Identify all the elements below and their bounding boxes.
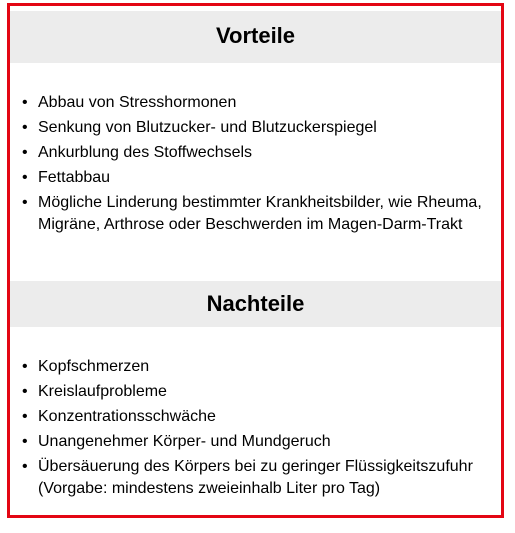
pros-item-text: Abbau von Stresshormonen [38, 94, 237, 111]
pros-heading: Vorteile [215, 23, 296, 48]
list-item [22, 92, 493, 114]
list-item [22, 431, 493, 453]
list-item [22, 356, 493, 378]
list-item [22, 192, 493, 235]
cons-item-text: Konzentrationsschwäche [38, 408, 216, 425]
bullet-icon: • [22, 358, 28, 375]
pros-item-text: Senkung von Blutzucker- und Blutzuckerspiegel [38, 119, 377, 136]
list-item [22, 142, 493, 164]
list-item [22, 117, 493, 139]
bullet-icon: • [22, 433, 28, 450]
bullet-icon: • [22, 194, 28, 211]
list-item [22, 406, 493, 428]
cons-item-text: Übersäuerung des Körpers bei zu geringer Flüssigkeitszufuhr (Vorgabe: mindestens zweieinhalb Liter pro Tag) [38, 458, 473, 497]
list-item [22, 456, 493, 499]
bullet-icon: • [22, 458, 28, 475]
list-item [22, 167, 493, 189]
pros-header [10, 11, 501, 63]
cons-item-text: Kreislaufprobleme [38, 383, 167, 400]
cons-heading: Nachteile [206, 291, 305, 316]
pros-list [22, 92, 493, 239]
pros-item-text: Fettabbau [38, 169, 111, 186]
cons-item-text: Unangenehmer Körper- und Mundgeruch [38, 433, 331, 450]
pros-cons-box [7, 3, 504, 518]
cons-item-text: Kopfschmerzen [38, 358, 150, 375]
cons-header [10, 281, 501, 327]
pros-item-text: Ankurblung des Stoffwechsels [38, 144, 253, 161]
cons-list [22, 356, 493, 503]
bullet-icon: • [22, 408, 28, 425]
bullet-icon: • [22, 169, 28, 186]
bullet-icon: • [22, 94, 28, 111]
bullet-icon: • [22, 383, 28, 400]
bullet-icon: • [22, 119, 28, 136]
pros-item-text: Mögliche Linderung bestimmter Krankheitsbilder, wie Rheuma, Migräne, Arthrose oder Beschwerden im Magen-Darm-Trakt [38, 194, 482, 233]
bullet-icon: • [22, 144, 28, 161]
list-item [22, 381, 493, 403]
